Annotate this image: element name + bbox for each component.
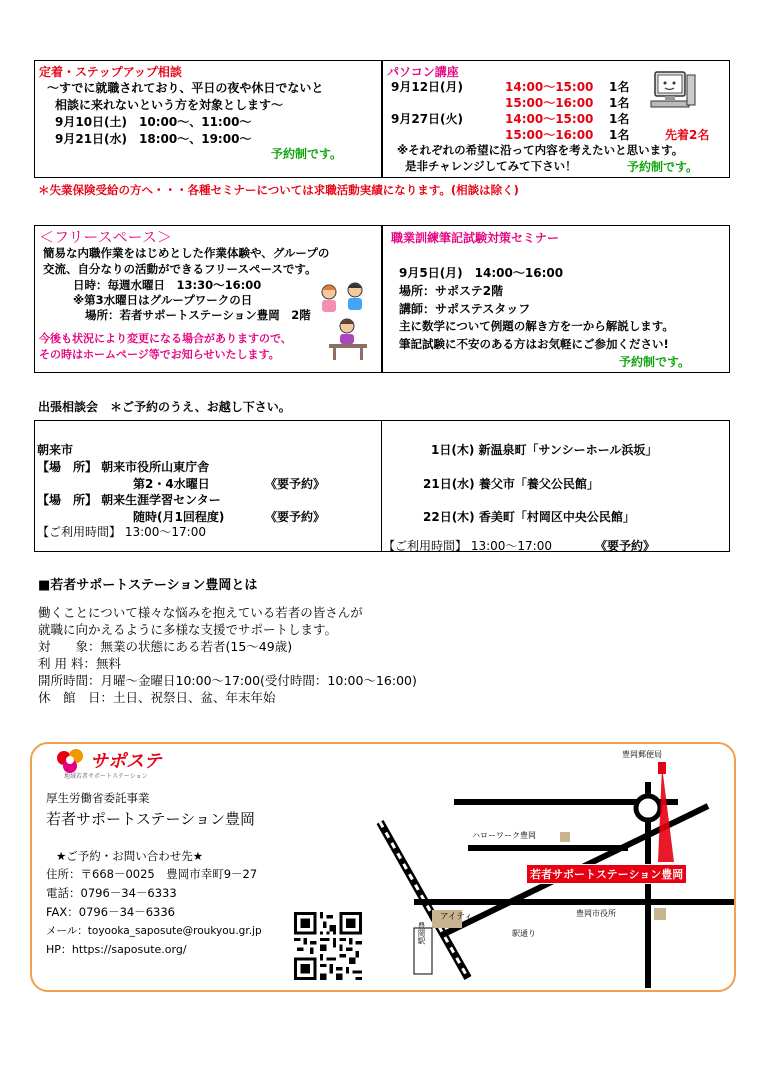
pc-first-come: 先着2名 [665, 128, 710, 142]
free-space-line-2: 交流、自分なりの活動ができるフリースペースです。 [43, 262, 317, 276]
free-space-box [34, 225, 382, 373]
outreach-place-1: 【場 所】 朝来市役所山東庁舎 [37, 460, 210, 474]
seminar-box [382, 225, 730, 373]
org-name: 若者サポートステーション豊岡 [46, 810, 255, 828]
qr-code-icon [294, 912, 362, 980]
contact-box [30, 742, 736, 992]
outreach-item-2: 21日(水) 養父市「養父公民館」 [423, 477, 599, 491]
consultation-title: 定着・ステップアップ相談 [39, 65, 182, 79]
pc-row-3-date: 9月27日(火) [391, 112, 464, 126]
contact-hp: HP：https://saposute.org/ [46, 943, 187, 956]
consultation-line-1: ～すでに就職されており、平日の夜や休日でないと [47, 81, 324, 95]
map-post-office-label: 豊岡郵便局 [622, 750, 662, 759]
pc-row-4-count: 1名 [609, 128, 630, 142]
about-line-3: 対 象：無業の状態にある若者(15～49歳) [38, 639, 293, 654]
seminar-desc-1: 主に数学について例題の解き方を一から解説します。 [399, 319, 674, 333]
pc-reservation: 予約制です。 [627, 160, 699, 174]
pc-row-1-count: 1名 [609, 80, 630, 94]
contact-address: 住所：〒668－0025 豊岡市幸町9－27 [46, 867, 258, 881]
outreach-divider [381, 421, 382, 551]
consultation-line-2: 相談に来れないという方を対象とします～ [55, 98, 284, 112]
about-line-5: 開所時間：月曜～金曜日10:00～17:00(受付時間：10:00～16:00) [38, 673, 417, 688]
seminar-date: 9月5日(月) 14:00～16:00 [399, 266, 564, 280]
outreach-box [34, 420, 730, 552]
inquiry-heading: ★ご予約・お問い合わせ先★ [56, 849, 204, 863]
about-line-2: 就職に向かえるように多様な支援でサポートします。 [38, 622, 338, 637]
outreach-place-1-reserve: 《要予約》 [265, 477, 326, 491]
outreach-item-3: 22日(木) 香美町「村岡区中央公民館」 [423, 510, 635, 524]
free-space-place: 場所：若者サポートステーション豊岡 2階 [85, 308, 311, 322]
free-space-notice-2: その時はホームページ等でお知らせいたします。 [39, 348, 280, 361]
outreach-right-reserve: 《要予約》 [595, 539, 656, 553]
map-station-street-label: 駅通り [512, 929, 536, 938]
insurance-note: ＊失業保険受給の方へ・・・各種セミナーについては求職活動実績になります。(相談は除く) [38, 183, 519, 197]
commission-text: 厚生労働省委託事業 [46, 791, 150, 805]
free-space-notice-1: 今後も状況により変更になる場合がありますので、 [39, 332, 292, 345]
about-line-4: 利 用 料：無料 [38, 656, 121, 671]
pc-course-box [382, 60, 730, 178]
pc-course-title: パソコン講座 [387, 65, 459, 79]
seminar-place: 場所：サポステ2階 [399, 284, 504, 298]
outreach-item-1: 1日(木) 新温泉町「サンシーホール浜坂」 [431, 443, 658, 457]
map-city-hall-label: 豊岡市役所 [576, 909, 616, 918]
seminar-lecturer: 講師：サポステスタッフ [399, 302, 531, 316]
pc-row-3-time: 14:00～15:00 [505, 112, 594, 126]
logo-text: サポステ [90, 751, 162, 772]
free-space-schedule: 日時：毎週水曜日 13:30～16:00 [73, 278, 262, 292]
contact-tel: 電話：0796－34－6333 [46, 886, 177, 900]
map-target-label: 若者サポートステーション豊岡 [526, 864, 687, 884]
map-hello-work-label: ハローワーク豊岡 [472, 831, 536, 840]
about-line-1: 働くことについて様々な悩みを抱えている若者の皆さんが [38, 605, 363, 620]
contact-mail: メール：toyooka_saposute@roukyou.gr.jp [46, 925, 262, 937]
pc-note-2: 是非チャレンジしてみて下さい！ [405, 159, 577, 173]
pc-row-2-count: 1名 [609, 96, 630, 110]
free-space-group-note: ※第3水曜日はグループワークの日 [73, 293, 253, 307]
outreach-title: 出張相談会 ＊ご予約のうえ、お越し下さい。 [38, 400, 291, 414]
consultation-box [34, 60, 382, 178]
outreach-right-hours: 【ご利用時間】 13:00～17:00 [383, 539, 552, 553]
people-illustration-icon [317, 280, 379, 362]
consultation-reservation: 予約制です。 [271, 147, 343, 161]
outreach-place-2: 【場 所】 朝来生涯学習センター [37, 493, 221, 507]
about-heading: ■若者サポートステーション豊岡とは [38, 578, 258, 593]
pc-row-1-date: 9月12日(月) [391, 80, 464, 94]
seminar-title: 職業訓練筆記試験対策セミナー [391, 231, 560, 245]
map-aity-label: アイティ [440, 912, 473, 922]
pc-row-1-time: 14:00～15:00 [505, 80, 594, 94]
contact-fax: FAX：0796－34－6336 [46, 905, 175, 919]
pc-note-1: ※それぞれの希望に沿って内容を考えたいと思います。 [397, 143, 684, 157]
seminar-reservation: 予約制です。 [619, 355, 691, 369]
outreach-place-1-sub: 第2・4水曜日 [133, 477, 210, 491]
pc-row-2-time: 15:00～16:00 [505, 96, 594, 110]
outreach-city: 朝来市 [37, 443, 74, 457]
outreach-place-2-sub: 随時(月1回程度) [133, 510, 225, 524]
seminar-desc-2: 筆記試験に不安のある方はお気軽にご参加ください! [399, 337, 669, 351]
map-station-label: 豊岡駅 [417, 922, 426, 945]
about-line-6: 休 館 日：土日、祝祭日、盆、年末年始 [38, 690, 276, 705]
consultation-line-4: 9月21日(水) 18:00～、19:00～ [55, 132, 252, 146]
consultation-line-3: 9月10日(土) 10:00～、11:00～ [55, 115, 252, 129]
pc-row-4-time: 15:00～16:00 [505, 128, 594, 142]
pc-row-3-count: 1名 [609, 112, 630, 126]
free-space-line-1: 簡易な内職作業をはじめとした作業体験や、グループの [43, 246, 330, 260]
free-space-title: ＜フリースペース＞ [39, 228, 172, 246]
outreach-left-hours: 【ご利用時間】 13:00～17:00 [37, 525, 206, 539]
logo-subtext: 地域若者サポートステーション [64, 773, 148, 780]
outreach-place-2-reserve: 《要予約》 [265, 510, 326, 524]
computer-icon [649, 69, 697, 117]
